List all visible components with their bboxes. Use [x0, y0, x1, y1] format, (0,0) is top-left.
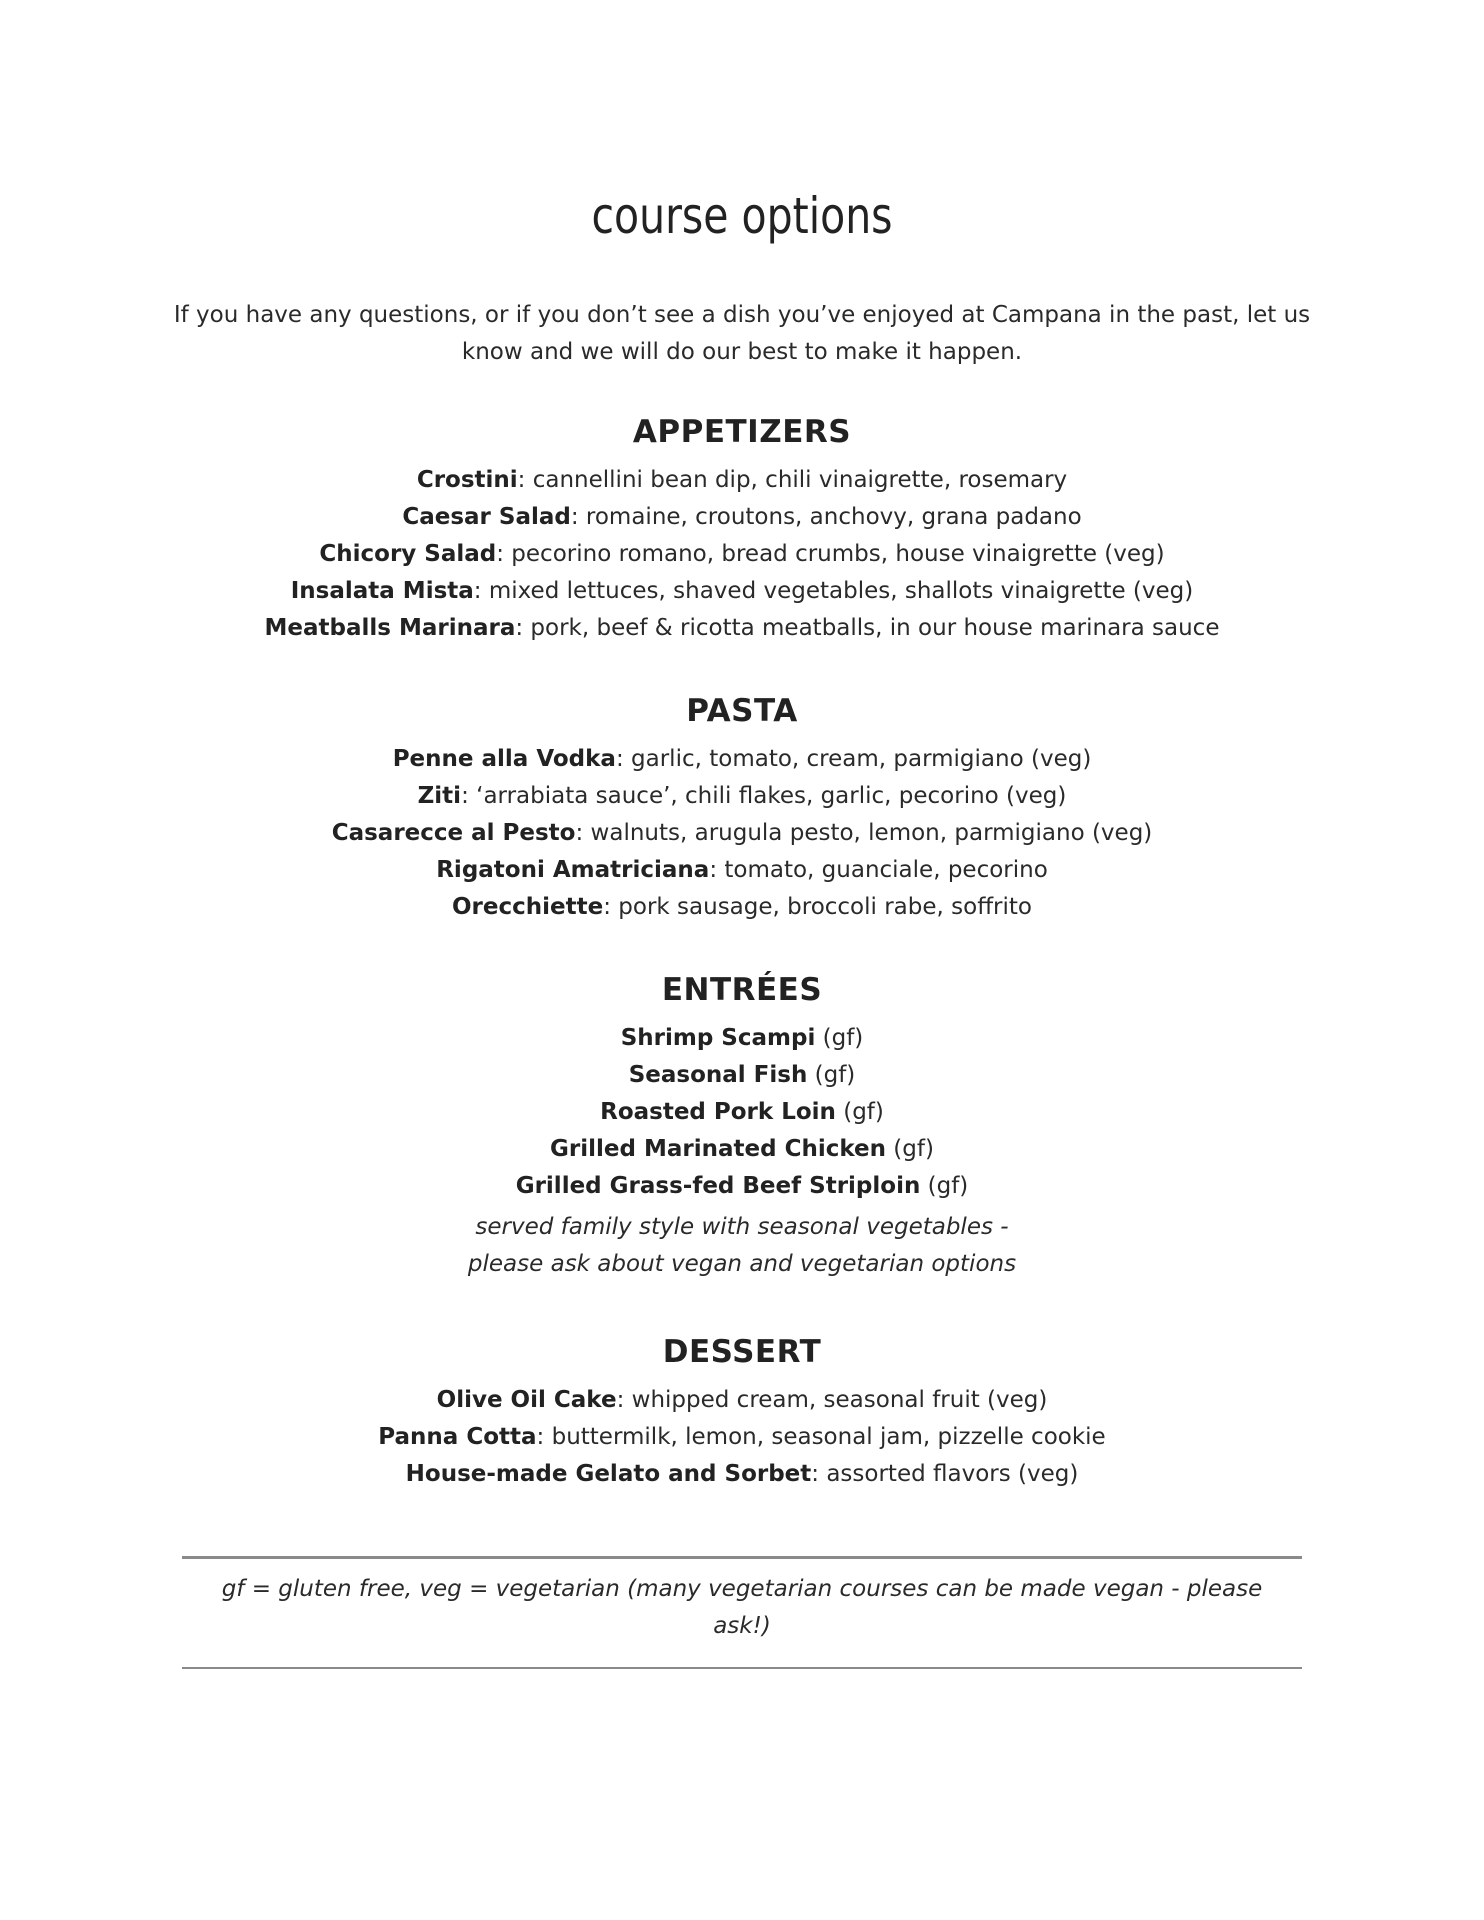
menu-item — [0, 610, 1484, 647]
section-heading-pasta: PASTA — [686, 693, 798, 729]
menu-item — [0, 1020, 1484, 1057]
menu-item — [0, 536, 1484, 573]
dish-name: Seasonal Fish — [628, 1062, 808, 1088]
pasta-section — [0, 689, 1484, 926]
dish-description: : pork, beef & ricotta meatballs, in our house marinara sauce — [515, 615, 1220, 641]
dish-description: (gf) — [835, 1099, 884, 1125]
menu-item — [0, 462, 1484, 499]
divider — [182, 1556, 1302, 1559]
dish-description: : ‘arrabiata sauce’, chili flakes, garlic, pecorino (veg) — [461, 783, 1067, 809]
entrees-note-line: served family style with seasonal vegetables - — [475, 1214, 1009, 1240]
appetizers-section — [0, 410, 1484, 647]
dish-name: Crostini — [416, 467, 518, 493]
dish-description: : mixed lettuces, shaved vegetables, shallots vinaigrette (veg) — [473, 578, 1194, 604]
dish-name: Roasted Pork Loin — [600, 1099, 836, 1125]
dish-description: : pork sausage, broccoli rabe, soffrito — [603, 894, 1032, 920]
dish-description: (gf) — [920, 1173, 969, 1199]
dish-description: : cannellini bean dip, chili vinaigrette, rosemary — [517, 467, 1068, 493]
dish-name: Rigatoni Amatriciana — [436, 857, 710, 883]
dish-description: : whipped cream, seasonal fruit (veg) — [616, 1387, 1048, 1413]
menu-item — [0, 1131, 1484, 1168]
dish-description: : romaine, croutons, anchovy, grana padano — [570, 504, 1082, 530]
menu-item — [0, 1057, 1484, 1094]
page-title: course options — [591, 187, 893, 245]
dish-name: Panna Cotta — [378, 1424, 537, 1450]
divider — [182, 1667, 1302, 1669]
menu-item — [0, 778, 1484, 815]
dish-description: : walnuts, arugula pesto, lemon, parmigiano (veg) — [575, 820, 1153, 846]
dish-name: Insalata Mista — [290, 578, 474, 604]
menu-item — [0, 852, 1484, 889]
menu-item — [0, 815, 1484, 852]
menu-item — [0, 1419, 1484, 1456]
dish-name: Olive Oil Cake — [436, 1387, 617, 1413]
dish-name: Casarecce al Pesto — [331, 820, 576, 846]
menu-item — [0, 573, 1484, 610]
dish-name: Meatballs Marinara — [264, 615, 516, 641]
entrees-note — [0, 1209, 1484, 1283]
menu-item — [0, 1456, 1484, 1493]
section-heading-dessert: DESSERT — [662, 1334, 822, 1370]
dish-name: Orecchiette — [452, 894, 604, 920]
intro-text: If you have any questions, or if you don’t see a dish you’ve enjoyed at Campana in the past, let us know and we will do our best to make it happen. — [173, 302, 1311, 365]
section-heading-appetizers: APPETIZERS — [632, 414, 852, 450]
dish-name: Grilled Grass-fed Beef Striploin — [515, 1173, 921, 1199]
dish-description: : tomato, guanciale, pecorino — [709, 857, 1048, 883]
dish-name: Chicory Salad — [319, 541, 497, 567]
menu-item — [0, 741, 1484, 778]
entrees-note-line: please ask about vegan and vegetarian options — [467, 1251, 1017, 1277]
menu-item — [0, 1382, 1484, 1419]
dish-description: : assorted flavors (veg) — [811, 1461, 1079, 1487]
dish-name: Penne alla Vodka — [392, 746, 616, 772]
dish-description: (gf) — [886, 1136, 934, 1162]
dish-name: Grilled Marinated Chicken — [550, 1136, 886, 1162]
dish-description: (gf) — [815, 1025, 864, 1051]
entrees-section — [0, 968, 1484, 1283]
dish-description: : pecorino romano, bread crumbs, house vinaigrette (veg) — [496, 541, 1165, 567]
dessert-section — [0, 1330, 1484, 1493]
menu-item — [0, 499, 1484, 536]
dish-description: (gf) — [807, 1062, 856, 1088]
dish-description: : buttermilk, lemon, seasonal jam, pizzelle cookie — [536, 1424, 1106, 1450]
menu-item — [0, 1094, 1484, 1131]
section-heading-entrees: ENTRÉES — [661, 972, 823, 1008]
menu-item — [0, 1168, 1484, 1205]
dish-name: Ziti — [417, 783, 462, 809]
dish-name: Shrimp Scampi — [620, 1025, 816, 1051]
menu-item — [0, 889, 1484, 926]
dish-name: House-made Gelato and Sorbet — [405, 1461, 812, 1487]
legend-footnote: gf = gluten free, veg = vegetarian (many vegetarian courses can be made vegan - please ask!) — [221, 1576, 1263, 1639]
dish-description: : garlic, tomato, cream, parmigiano (veg) — [615, 746, 1092, 772]
dish-name: Caesar Salad — [402, 504, 571, 530]
